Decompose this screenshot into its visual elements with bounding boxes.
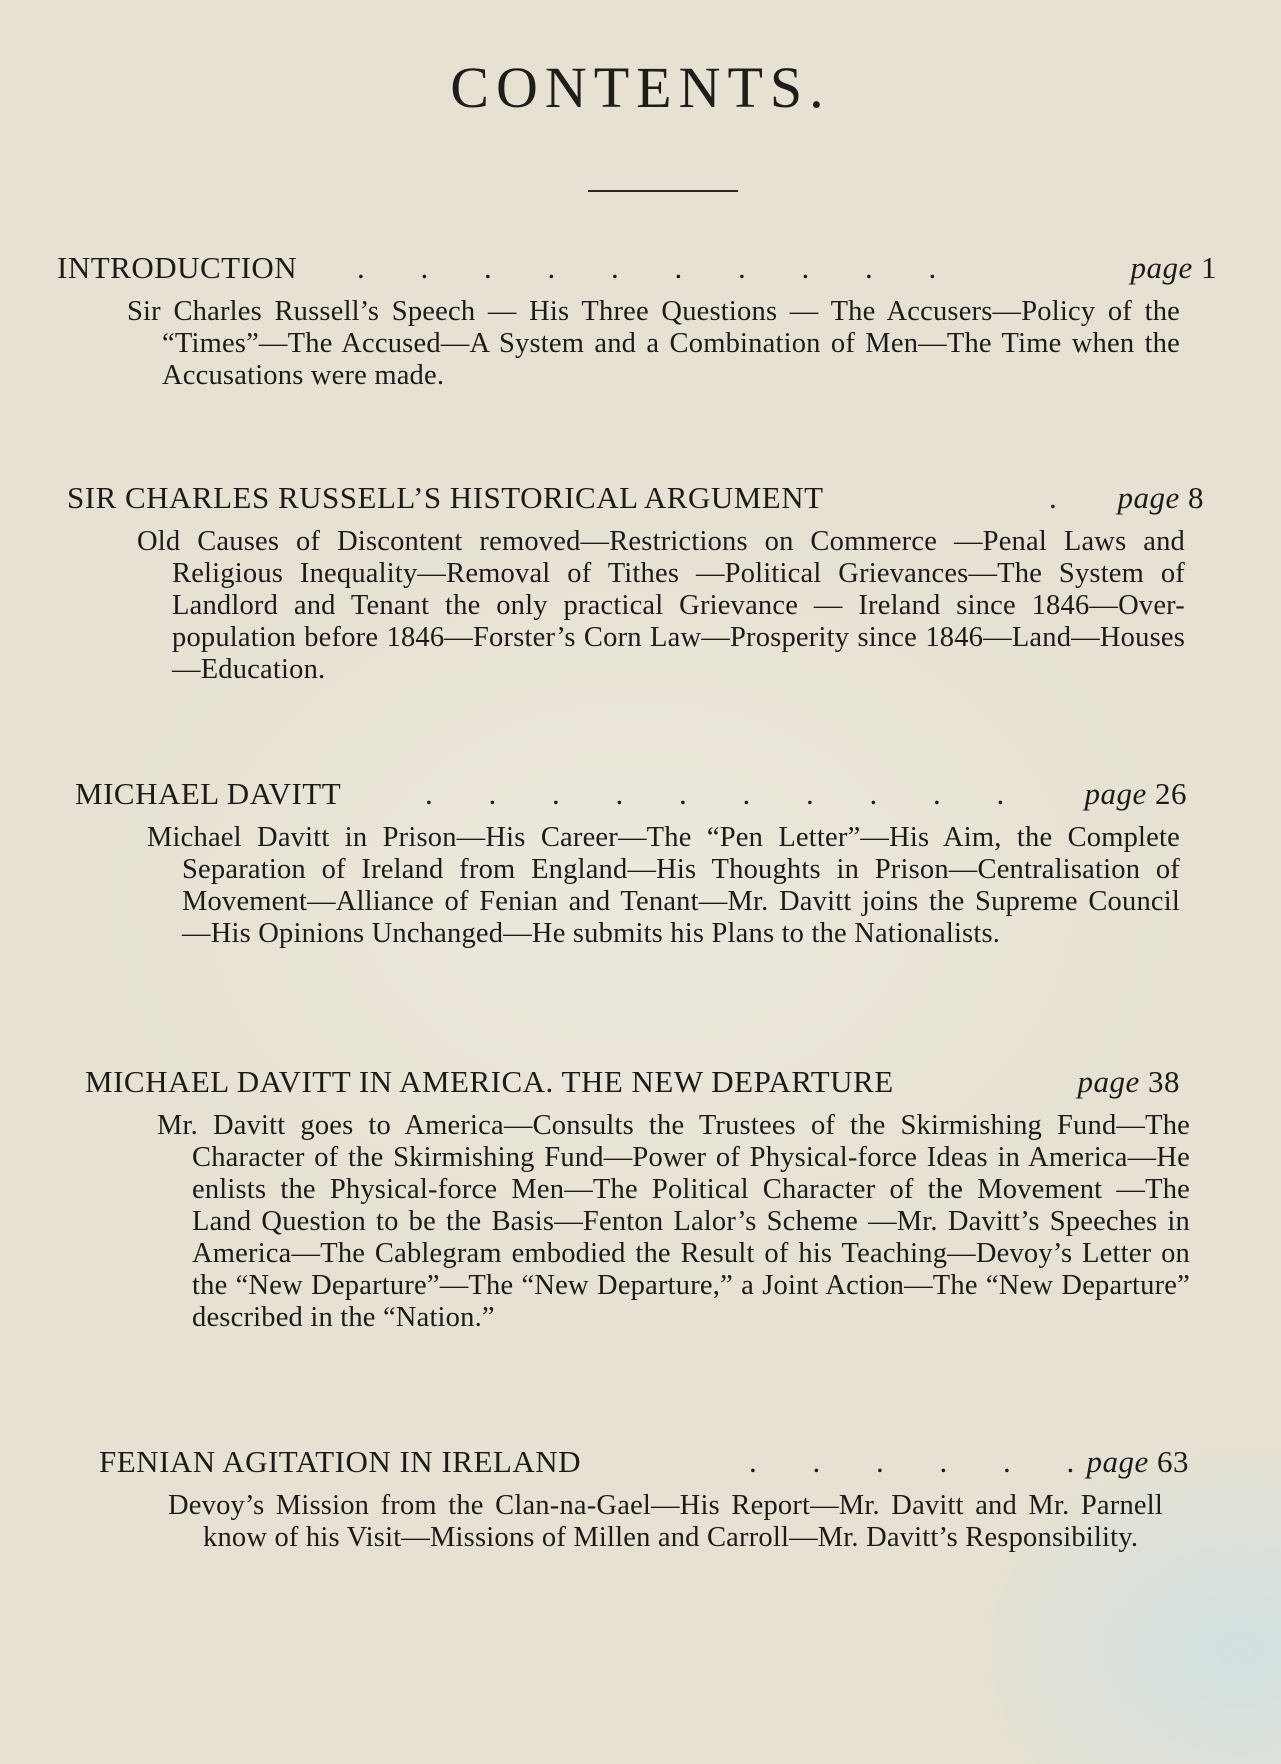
toc-entry-michael-davitt bbox=[75, 776, 1185, 950]
page-title: CONTENTS. bbox=[450, 55, 831, 120]
toc-heading-title: INTRODUCTION bbox=[57, 250, 298, 285]
toc-heading bbox=[85, 1064, 1180, 1106]
title-rule bbox=[588, 190, 738, 192]
toc-heading bbox=[75, 776, 1185, 818]
toc-entry-fenian-agitation bbox=[99, 1444, 1189, 1554]
toc-page-label: page bbox=[1086, 1444, 1149, 1479]
toc-entry-historical-argument bbox=[67, 480, 1204, 686]
toc-page-label: page bbox=[1130, 250, 1193, 285]
toc-page-ref bbox=[1117, 480, 1204, 516]
toc-leader-dots: . . . . . . . . . . bbox=[425, 776, 1029, 811]
toc-entry-davitt-in-america bbox=[85, 1064, 1190, 1334]
toc-page-number: 38 bbox=[1148, 1064, 1180, 1099]
toc-page-number: 63 bbox=[1157, 1444, 1189, 1479]
toc-heading bbox=[57, 250, 1217, 292]
toc-summary: Old Causes of Discontent removed—Restrictions on Commerce —Penal Laws and Religious Inequality—Removal of Tithes —Political Grievances—The System of Landlord and Tenant the only practical Grievance — Ireland since 1846—Over-population before 1846—Forster’s Corn Law—Prosperity since 1846—Land—Houses—Education. bbox=[137, 526, 1185, 685]
toc-page-ref bbox=[1086, 1444, 1189, 1480]
toc-heading-title: FENIAN AGITATION IN IRELAND bbox=[99, 1444, 581, 1479]
toc-summary: Mr. Davitt goes to America—Consults the Trustees of the Skirmishing Fund—The Character of the Skirmishing Fund—Power of Physical-force Ideas in America—He enlists the Physical-force Men—The Political Character of the Movement —The Land Question to be the Basis—Fenton Lalor’s Scheme —Mr. Davitt’s Speeches in America—The Cablegram embodied the Result of his Teaching—Devoy’s Letter on the “New Departure”—The “New Departure,” a Joint Action—The “New Departure” described in the “Nation.” bbox=[157, 1110, 1190, 1333]
toc-heading bbox=[99, 1444, 1189, 1486]
toc-page-ref bbox=[1130, 250, 1217, 286]
toc-entry-introduction bbox=[57, 250, 1217, 392]
toc-page-ref bbox=[1084, 776, 1187, 812]
toc-heading-title: MICHAEL DAVITT IN AMERICA. THE NEW DEPARTURE bbox=[85, 1064, 894, 1099]
toc-heading-title: MICHAEL DAVITT bbox=[75, 776, 342, 811]
toc-summary: Michael Davitt in Prison—His Career—The “Pen Letter”—His Aim, the Complete Separation of Ireland from England—His Thoughts in Prison—Centralisation of Movement—Alliance of Fenian and Tenant—Mr. Davitt joins the Supreme Council —His Opinions Unchanged—He submits his Plans to the Nationalists. bbox=[147, 822, 1180, 949]
toc-page-label: page bbox=[1117, 480, 1180, 515]
toc-page-label: page bbox=[1077, 1064, 1140, 1099]
toc-page-label: page bbox=[1084, 776, 1147, 811]
toc-leader-dots: . . . . . . bbox=[749, 1444, 1099, 1479]
toc-page-number: 8 bbox=[1188, 480, 1204, 515]
toc-summary: Sir Charles Russell’s Speech — His Three Questions — The Accusers—Policy of the “Times”—The Accused—A System and a Combination of Men—The Time when the Accusations were made. bbox=[127, 296, 1180, 391]
toc-page-number: 26 bbox=[1155, 776, 1187, 811]
toc-leader-dots: . bbox=[1049, 480, 1081, 515]
toc-heading bbox=[67, 480, 1204, 522]
toc-heading-title: SIR CHARLES RUSSELL’S HISTORICAL ARGUMENT bbox=[67, 480, 824, 515]
toc-summary: Devoy’s Mission from the Clan-na-Gael—His Report—Mr. Davitt and Mr. Parnell know of his Visit—Missions of Millen and Carroll—Mr. Davitt’s Responsibility. bbox=[168, 1490, 1163, 1553]
toc-leader-dots: . . . . . . . . . . bbox=[357, 250, 961, 285]
toc-page-ref bbox=[1077, 1064, 1180, 1100]
toc-page-number: 1 bbox=[1201, 250, 1217, 285]
